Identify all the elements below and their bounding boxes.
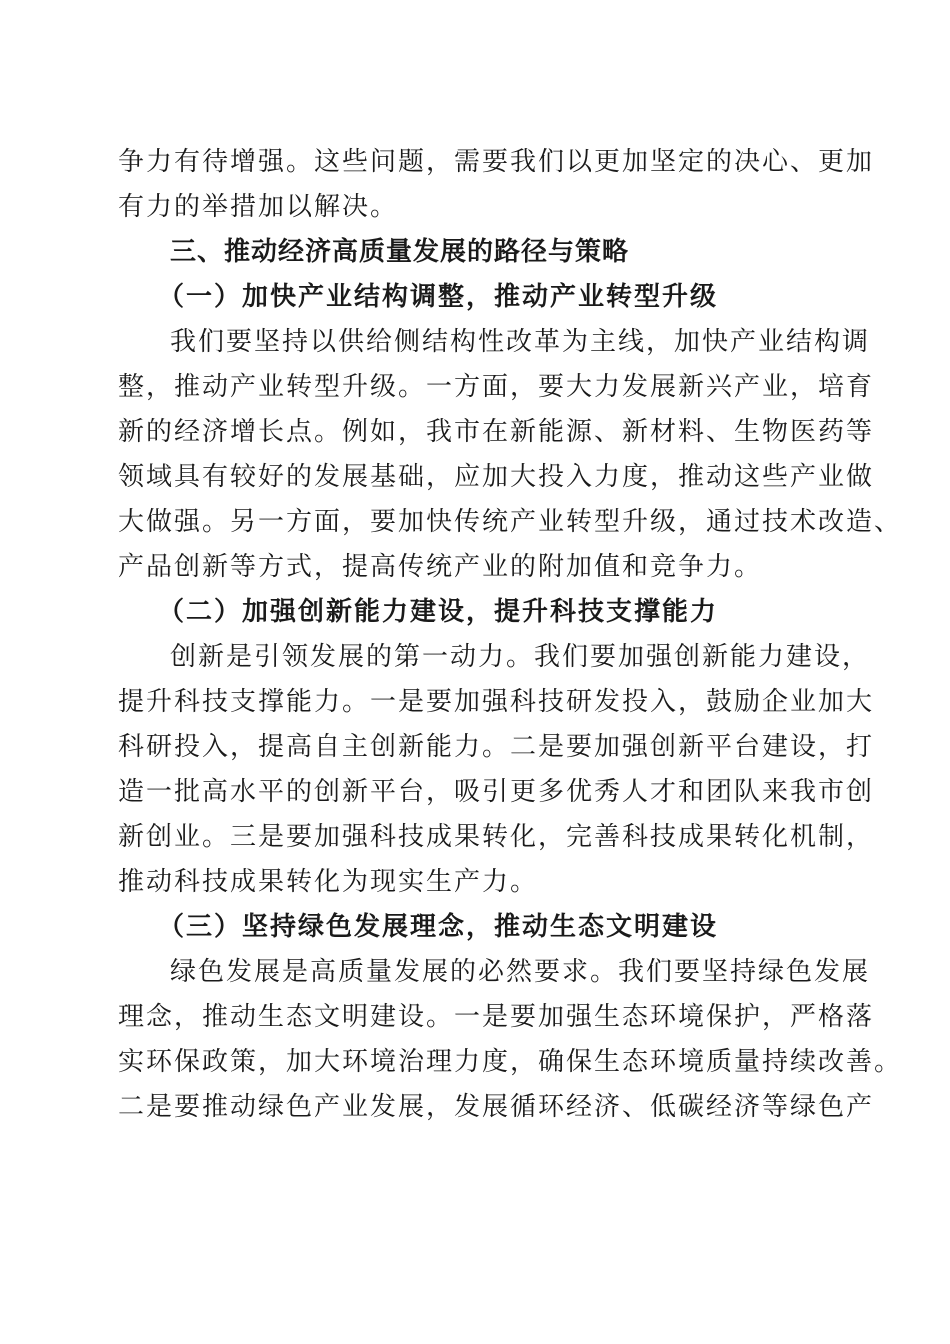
text-line: 整，推动产业转型升级。一方面，要大力发展新兴产业，培育 <box>118 372 875 402</box>
text-line: 有力的举措加以解决。 <box>118 192 399 222</box>
subsection-heading <box>118 275 838 320</box>
subsection-heading <box>118 905 838 950</box>
text-line: 产品创新等方式，提高传统产业的附加值和竞争力。 <box>118 552 763 582</box>
section-heading <box>118 230 838 275</box>
text-line: 绿色发展是高质量发展的必然要求。我们要坚持绿色发展 <box>170 957 871 987</box>
text-line: 争力有待增强。这些问题，需要我们以更加坚定的决心、更加 <box>118 147 875 177</box>
text-line: 推动科技成果转化为现实生产力。 <box>118 867 539 897</box>
section-heading-text: 三、推动经济高质量发展的路径与策略 <box>170 237 630 267</box>
paragraph <box>118 320 903 590</box>
text-line: 领域具有较好的发展基础，应加大投入力度，推动这些产业做 <box>118 462 875 492</box>
text-line: 我们要坚持以供给侧结构性改革为主线，加快产业结构调 <box>170 327 871 357</box>
subsection-heading-text: （二）加强创新能力建设，提升科技支撑能力 <box>158 597 719 627</box>
text-line: 新的经济增长点。例如，我市在新能源、新材料、生物医药等 <box>118 417 875 447</box>
subsection-heading-text: （三）坚持绿色发展理念，推动生态文明建设 <box>158 912 719 942</box>
text-line: 实环保政策，加大环境治理力度，确保生态环境质量持续改善。 <box>118 1047 903 1077</box>
text-line: 大做强。另一方面，要加快传统产业转型升级，通过技术改造、 <box>118 507 903 537</box>
text-line: 二是要推动绿色产业发展，发展循环经济、低碳经济等绿色产 <box>118 1092 875 1122</box>
document-text <box>118 140 903 1130</box>
text-line: 新创业。三是要加强科技成果转化，完善科技成果转化机制， <box>118 822 875 852</box>
paragraph <box>118 140 875 230</box>
subsection-heading <box>118 590 838 635</box>
subsection-heading-text: （一）加快产业结构调整，推动产业转型升级 <box>158 282 719 312</box>
text-line: 理念，推动生态文明建设。一是要加强生态环境保护，严格落 <box>118 1002 875 1032</box>
text-line: 造一批高水平的创新平台，吸引更多优秀人才和团队来我市创 <box>118 777 875 807</box>
text-line: 创新是引领发展的第一动力。我们要加强创新能力建设， <box>170 642 871 672</box>
text-line: 科研投入，提高自主创新能力。二是要加强创新平台建设，打 <box>118 732 875 762</box>
paragraph <box>118 635 875 905</box>
paragraph <box>118 950 903 1130</box>
text-line: 提升科技支撑能力。一是要加强科技研发投入，鼓励企业加大 <box>118 687 875 717</box>
